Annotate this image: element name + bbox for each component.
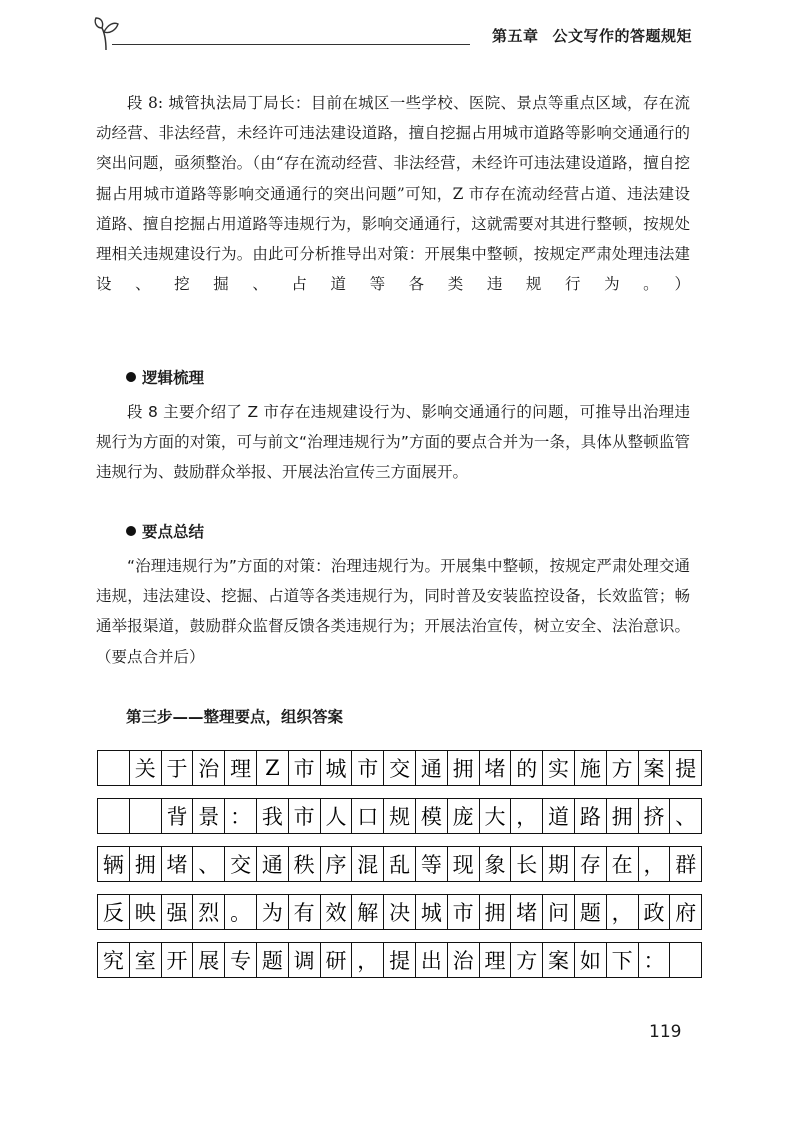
- grid-cell: 出: [416, 943, 448, 977]
- grid-cell: [130, 799, 162, 833]
- grid-cell: ，: [352, 943, 384, 977]
- grid-cell: 调: [289, 943, 321, 977]
- grid-cell: 拥: [130, 847, 162, 881]
- grid-cell: ，: [511, 799, 543, 833]
- grid-cell: 案: [639, 751, 671, 785]
- grid-cell: 提: [384, 943, 416, 977]
- grid-cell: 交: [225, 847, 257, 881]
- grid-cell: 。: [225, 895, 257, 929]
- grid-cell: 映: [130, 895, 162, 929]
- grid-cell: 市: [352, 751, 384, 785]
- grid-cell: 题: [257, 943, 289, 977]
- summary-heading-label: 要点总结: [142, 523, 205, 541]
- grid-cell: 下: [607, 943, 639, 977]
- bullet-icon: [126, 526, 136, 536]
- grid-cell: 府: [670, 895, 702, 929]
- grid-cell: [98, 799, 130, 833]
- grid-cell: 理: [225, 751, 257, 785]
- grid-cell: ，: [639, 847, 671, 881]
- grid-cell: 室: [130, 943, 162, 977]
- grid-cell: 提: [670, 751, 702, 785]
- grid-cell: 模: [416, 799, 448, 833]
- grid-cell: 群: [670, 847, 702, 881]
- grid-cell: 辆: [98, 847, 130, 881]
- grid-cell: 城: [321, 751, 353, 785]
- grid-cell: 背: [162, 799, 194, 833]
- grid-cell: 展: [193, 943, 225, 977]
- grid-cell: 强: [162, 895, 194, 929]
- grid-cell: 效: [321, 895, 353, 929]
- grid-cell: 路: [575, 799, 607, 833]
- grid-cell: 市: [289, 799, 321, 833]
- grid-cell: 政: [639, 895, 671, 929]
- grid-cell: 拥: [480, 895, 512, 929]
- grid-cell: [670, 943, 702, 977]
- chapter-name: 公文写作的答题规矩: [552, 27, 692, 45]
- logic-paragraph: 段 8 主要介绍了 Z 市存在违规建设行为、影响交通通行的问题，可推导出治理违规行为方面的对策，可与前文“治理违规行为”方面的要点合并为一条，具体从整顿监管违规行为、鼓励群众举报、开展法治宣传三方面展开。: [96, 403, 690, 482]
- grid-cell: 规: [384, 799, 416, 833]
- grid-cell: 治: [193, 751, 225, 785]
- grid-cell: ：: [225, 799, 257, 833]
- grid-row: [97, 846, 702, 882]
- grid-cell: 题: [575, 895, 607, 929]
- grid-cell: [98, 751, 130, 785]
- grid-cell: 案: [543, 943, 575, 977]
- grid-cell: 堵: [162, 847, 194, 881]
- grid-cell: 城: [416, 895, 448, 929]
- grid-cell: 市: [448, 895, 480, 929]
- grid-cell: 通: [257, 847, 289, 881]
- grid-cell: 交: [384, 751, 416, 785]
- grid-cell: 实: [543, 751, 575, 785]
- grid-cell: 堵: [511, 895, 543, 929]
- grid-cell: 理: [480, 943, 512, 977]
- grid-cell: 究: [98, 943, 130, 977]
- grid-cell: 现: [448, 847, 480, 881]
- grid-cell: 研: [321, 943, 353, 977]
- grid-cell: 等: [416, 847, 448, 881]
- grid-cell: 存: [575, 847, 607, 881]
- logic-heading: [126, 363, 204, 393]
- chapter-title: [492, 25, 692, 46]
- grid-row: [97, 798, 702, 834]
- grid-cell: 问: [543, 895, 575, 929]
- page-header: [92, 10, 692, 50]
- grid-cell: ：: [639, 943, 671, 977]
- grid-cell: 方: [511, 943, 543, 977]
- grid-cell: 关: [130, 751, 162, 785]
- grid-cell: 开: [162, 943, 194, 977]
- grid-cell: 堵: [480, 751, 512, 785]
- grid-cell: 序: [321, 847, 353, 881]
- chapter-number: 第五章: [491, 27, 539, 45]
- page-number: 119: [649, 1022, 682, 1042]
- grid-cell: 拥: [607, 799, 639, 833]
- grid-cell: 挤: [639, 799, 671, 833]
- grid-cell: 秩: [289, 847, 321, 881]
- grid-cell: 期: [543, 847, 575, 881]
- grid-cell: 长: [511, 847, 543, 881]
- grid-cell: 市: [289, 751, 321, 785]
- grid-cell: 混: [352, 847, 384, 881]
- sprout-icon: [92, 12, 122, 52]
- grid-cell: 为: [257, 895, 289, 929]
- grid-cell: 道: [543, 799, 575, 833]
- summary-heading: [126, 517, 204, 547]
- grid-cell: 乱: [384, 847, 416, 881]
- grid-cell: 解: [352, 895, 384, 929]
- grid-cell: 庞: [448, 799, 480, 833]
- grid-cell: Z: [257, 751, 289, 785]
- grid-cell: 施: [575, 751, 607, 785]
- step3-heading: 第三步——整理要点，组织答案: [126, 708, 344, 726]
- grid-cell: 口: [352, 799, 384, 833]
- grid-cell: 、: [193, 847, 225, 881]
- grid-cell: 人: [321, 799, 353, 833]
- grid-cell: ，: [607, 895, 639, 929]
- grid-cell: 烈: [193, 895, 225, 929]
- logic-heading-label: 逻辑梳理: [142, 369, 205, 387]
- grid-cell: 、: [670, 799, 702, 833]
- grid-cell: 拥: [448, 751, 480, 785]
- segment8-paragraph: 段 8: 城管执法局丁局长：目前在城区一些学校、医院、景点等重点区域，存在流动经营、非法经营，未经许可违法建设道路，擅自挖掘占用城市道路等影响交通通行的突出问题，亟须整治。（由“存在流动经营、非法经营，未经许可违法建设道路，擅自挖掘占用城市道路等影响交通通行的突出问题”可知，Z 市存在流动经营占道、违法建设道路、擅自挖掘占用道路等违规行为，影响交通通行，这就需要对其进行整顿，按规处理相关违规建设行为。由此可分析推导出对策：开展集中整顿，按规定严肃处理违法建设、挖掘、占道等各类违规行为。）: [96, 94, 690, 294]
- summary-paragraph: “治理违规行为”方面的对策：治理违规行为。开展集中整顿，按规定严肃处理交通违规，违法建设、挖掘、占道等各类违规行为，同时普及安装监控设备，长效监管；畅通举报渠道，鼓励群众监督反馈各类违规行为；开展法治宣传，树立安全、法治意识。（要点合并后）: [96, 557, 690, 666]
- grid-cell: 大: [480, 799, 512, 833]
- grid-cell: 有: [289, 895, 321, 929]
- bullet-icon: [126, 372, 136, 382]
- grid-cell: 方: [607, 751, 639, 785]
- grid-cell: 如: [575, 943, 607, 977]
- grid-cell: 在: [607, 847, 639, 881]
- grid-row: [97, 894, 702, 930]
- grid-cell: 专: [225, 943, 257, 977]
- grid-cell: 决: [384, 895, 416, 929]
- grid-cell: 反: [98, 895, 130, 929]
- grid-cell: 通: [416, 751, 448, 785]
- grid-cell: 景: [193, 799, 225, 833]
- grid-row: [97, 942, 702, 978]
- grid-row: [97, 750, 702, 786]
- grid-cell: 于: [162, 751, 194, 785]
- grid-cell: 治: [448, 943, 480, 977]
- grid-cell: 象: [480, 847, 512, 881]
- grid-cell: 我: [257, 799, 289, 833]
- header-rule: [112, 44, 470, 45]
- grid-cell: 的: [511, 751, 543, 785]
